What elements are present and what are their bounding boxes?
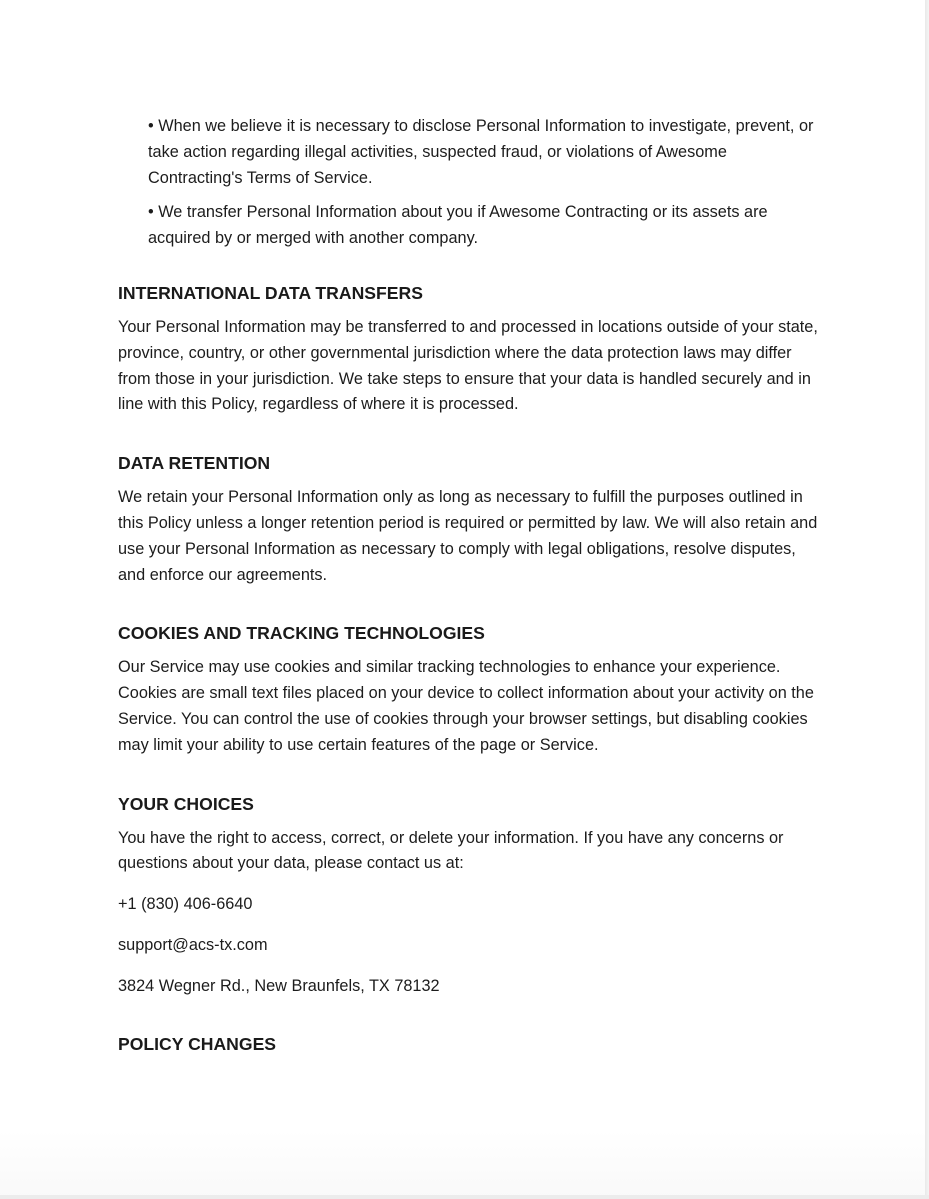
section-heading: DATA RETENTION <box>118 453 271 474</box>
section-body: You have the right to access, correct, or delete your information. If you have any concerns or questions about your data, please contact us at: <box>118 828 784 873</box>
section-your-choices <box>118 793 818 1000</box>
contact-address: 3824 Wegner Rd., New Braunfels, TX 78132 <box>118 976 440 995</box>
disclosure-bullet-list <box>118 114 818 252</box>
section-heading: COOKIES AND TRACKING TECHNOLOGIES <box>118 623 485 644</box>
section-cookies-and-tracking <box>118 622 818 758</box>
section-data-retention <box>118 452 818 588</box>
section-heading: INTERNATIONAL DATA TRANSFERS <box>118 282 423 303</box>
section-heading: POLICY CHANGES <box>118 1033 277 1054</box>
section-body: Our Service may use cookies and similar tracking technologies to enhance your experience. Cookies are small text files placed on your device to collect information about your activity on the Service. You can control the use of cookies through your browser settings, but disabling cookies may limit your ability to use certain features of the page or Service. <box>118 658 814 754</box>
page-edge <box>925 0 929 1199</box>
section-international-data-transfers <box>118 282 818 418</box>
bullet-item: • When we believe it is necessary to disclose Personal Information to investigate, prevent, or take action regarding illegal activities, suspected fraud, or violations of Awesome Contracting's Terms of Service. <box>148 117 814 187</box>
contact-email: support@acs-tx.com <box>118 935 268 954</box>
bullet-item: • We transfer Personal Information about you if Awesome Contracting or its assets are acquired by or merged with another company. <box>148 203 768 248</box>
contact-phone: +1 (830) 406-6640 <box>118 895 253 914</box>
section-policy-changes <box>118 1033 818 1055</box>
section-heading: YOUR CHOICES <box>118 793 254 814</box>
page-bottom-edge <box>0 1195 929 1199</box>
section-body: We retain your Personal Information only as long as necessary to fulfill the purposes outlined in this Policy unless a longer retention period is required or permitted by law. We will also retain and use your Personal Information as necessary to comply with legal obligations, resolve disputes, and enforce our agreements. <box>118 488 818 584</box>
section-body: Your Personal Information may be transferred to and processed in locations outside of your state, province, country, or other governmental jurisdiction where the data protection laws may differ from those in your jurisdiction. We take steps to ensure that your data is handled securely and in line with this Policy, regardless of where it is processed. <box>118 317 818 414</box>
document-content <box>118 114 818 1066</box>
